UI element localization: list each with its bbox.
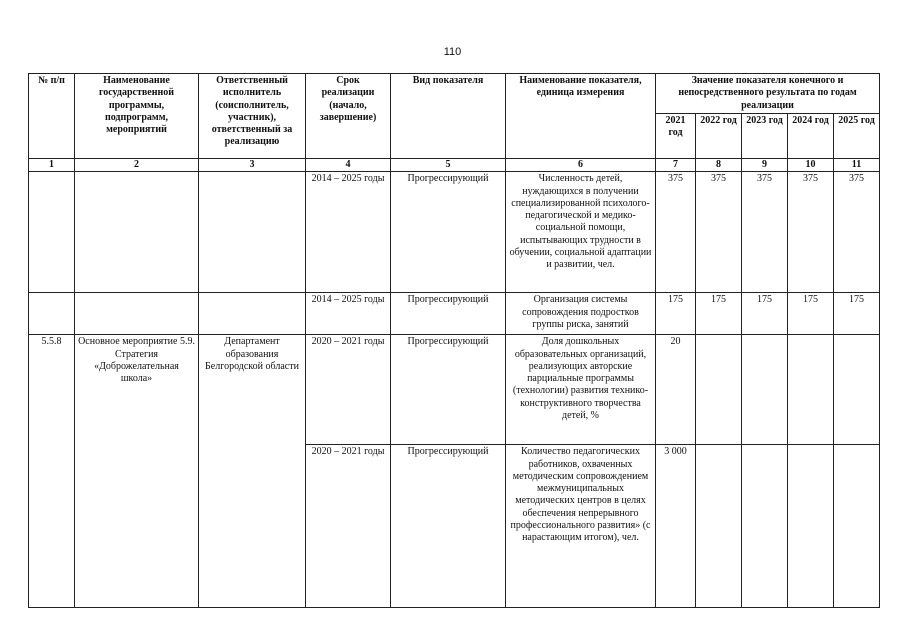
value-2021: 375 <box>656 172 696 293</box>
value-2025 <box>834 445 880 608</box>
executor-cell <box>199 172 306 293</box>
column-number: 3 <box>199 159 306 172</box>
column-number: 1 <box>29 159 75 172</box>
column-number: 6 <box>506 159 656 172</box>
program-cell <box>75 293 199 335</box>
value-2022 <box>696 445 742 608</box>
column-number: 9 <box>742 159 788 172</box>
column-number: 4 <box>306 159 391 172</box>
page-number: 110 <box>443 46 462 58</box>
column-number: 11 <box>834 159 880 172</box>
indicator-type-cell: Прогрессирующий <box>391 335 506 445</box>
value-2024 <box>788 445 834 608</box>
program-cell <box>75 172 199 293</box>
value-2025: 375 <box>834 172 880 293</box>
indicator-type-cell: Прогрессирующий <box>391 445 506 608</box>
header-year-2021: 2021 год <box>656 114 696 159</box>
table-row <box>29 335 880 445</box>
indicators-table <box>28 73 880 608</box>
header-col-period: Срок реализации (начало, завершение) <box>306 74 391 159</box>
header-year-2022: 2022 год <box>696 114 742 159</box>
header-col-type: Вид показателя <box>391 74 506 159</box>
header-col-indicator: Наименование показателя, единица измерения <box>506 74 656 159</box>
header-row <box>29 74 880 114</box>
indicator-name-cell: Организация системы сопровождения подростков группы риска, занятий <box>506 293 656 335</box>
value-2025 <box>834 335 880 445</box>
header-col-executor: Ответственный исполнитель (соисполнитель, участник), ответственный за реализацию <box>199 74 306 159</box>
value-2022 <box>696 335 742 445</box>
header-year-2024: 2024 год <box>788 114 834 159</box>
value-2024 <box>788 335 834 445</box>
value-2024: 175 <box>788 293 834 335</box>
indicator-type-cell: Прогрессирующий <box>391 293 506 335</box>
program-cell: Основное мероприятие 5.9. Стратегия «Доброжелательная школа» <box>75 335 199 608</box>
table-row <box>29 293 880 335</box>
header-col-number: № п/п <box>29 74 75 159</box>
column-number: 10 <box>788 159 834 172</box>
column-number: 8 <box>696 159 742 172</box>
value-2023 <box>742 335 788 445</box>
row-number-cell <box>29 293 75 335</box>
value-2022: 375 <box>696 172 742 293</box>
period-cell: 2020 – 2021 годы <box>306 335 391 445</box>
indicator-name-cell: Количество педагогических работников, охваченных методическим сопровождением межмуниципальных методических центров в целях обеспечения непрерывного профессионального развития» (с нарастающим итогом), чел. <box>506 445 656 608</box>
row-number-cell: 5.5.8 <box>29 335 75 608</box>
executor-cell <box>199 293 306 335</box>
value-2023: 175 <box>742 293 788 335</box>
column-number: 7 <box>656 159 696 172</box>
value-2021: 175 <box>656 293 696 335</box>
header-year-2023: 2023 год <box>742 114 788 159</box>
value-2025: 175 <box>834 293 880 335</box>
period-cell: 2020 – 2021 годы <box>306 445 391 608</box>
value-2024: 375 <box>788 172 834 293</box>
indicator-type-cell: Прогрессирующий <box>391 172 506 293</box>
value-2022: 175 <box>696 293 742 335</box>
column-number: 5 <box>391 159 506 172</box>
value-2021: 3 000 <box>656 445 696 608</box>
column-number: 2 <box>75 159 199 172</box>
value-2023 <box>742 445 788 608</box>
header-values-group: Значение показателя конечного и непосредственного результата по годам реализации <box>656 74 880 114</box>
header-year-2025: 2025 год <box>834 114 880 159</box>
indicator-name-cell: Доля дошкольных образовательных организаций, реализующих авторские парциальные программы (технологии) развития технико-конструктивного творчества детей, % <box>506 335 656 445</box>
period-cell: 2014 – 2025 годы <box>306 172 391 293</box>
header-col-program: Наименование государственной программы, подпрограмм, мероприятий <box>75 74 199 159</box>
indicator-name-cell: Численность детей, нуждающихся в получении специализированной психолого-педагогической и медико-социальной помощи, испытывающих трудности в обучении, социальной адаптации и развитии, чел. <box>506 172 656 293</box>
column-numbers-row <box>29 159 880 172</box>
executor-cell: Департамент образования Белгородской области <box>199 335 306 608</box>
value-2023: 375 <box>742 172 788 293</box>
row-number-cell <box>29 172 75 293</box>
table-row <box>29 172 880 293</box>
value-2021: 20 <box>656 335 696 445</box>
period-cell: 2014 – 2025 годы <box>306 293 391 335</box>
